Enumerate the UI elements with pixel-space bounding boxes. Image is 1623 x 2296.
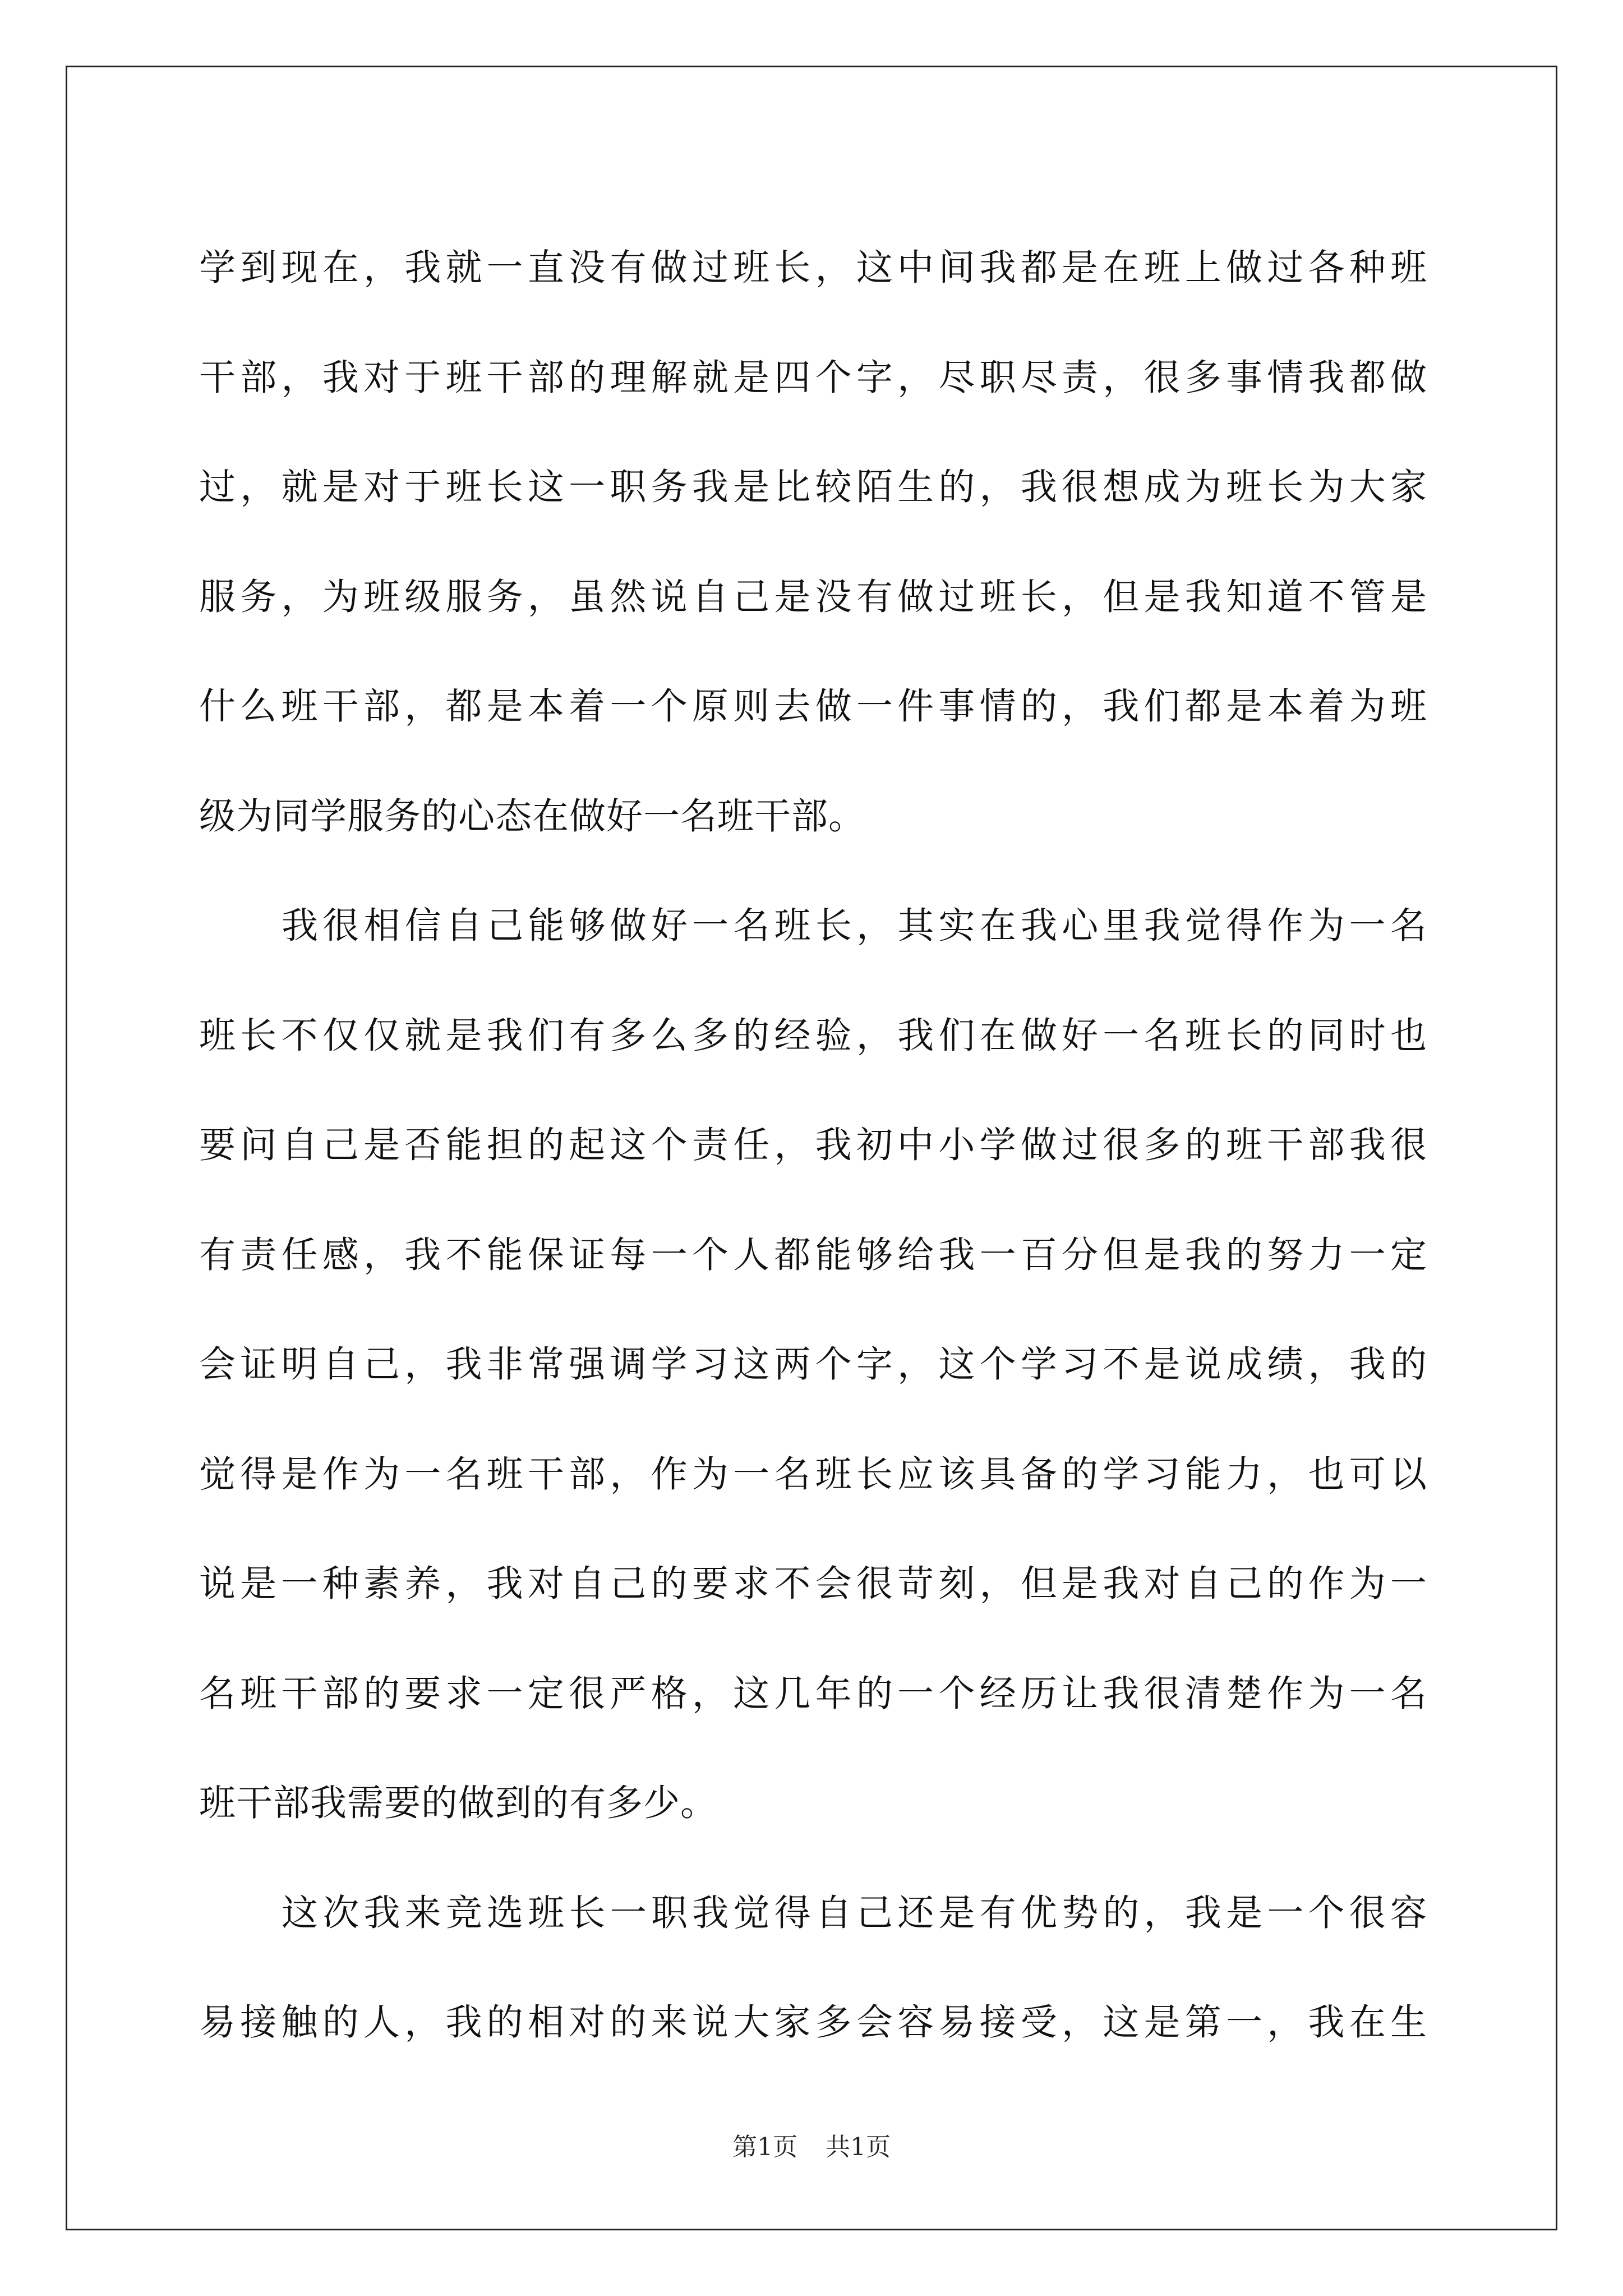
text-line: 学到现在，我就一直没有做过班长，这中间我都是在班上做过各种班 xyxy=(199,247,1427,289)
text-line: 有责任感，我不能保证每一个人都能够给我一百分但是我的努力一定 xyxy=(199,1234,1427,1276)
page-footer xyxy=(0,2131,1623,2164)
text-line: 觉得是作为一名班干部，作为一名班长应该具备的学习能力，也可以 xyxy=(199,1453,1427,1496)
text-line: 我很相信自己能够做好一名班长，其实在我心里我觉得作为一名 xyxy=(282,905,1427,947)
text-line: 易接触的人，我的相对的来说大家多会容易接受，这是第一，我在生 xyxy=(199,2001,1427,2044)
text-line: 说是一种素养，我对自己的要求不会很苛刻，但是我对自己的作为一 xyxy=(199,1563,1427,1605)
text-line: 班干部我需要的做到的有多少。 xyxy=(199,1782,718,1824)
text-line: 什么班干部，都是本着一个原则去做一件事情的，我们都是本着为班 xyxy=(199,685,1427,728)
text-line: 级为同学服务的心态在做好一名班干部。 xyxy=(199,795,866,838)
text-line: 服务，为班级服务，虽然说自己是没有做过班长，但是我知道不管是 xyxy=(199,576,1427,618)
paragraph xyxy=(199,1858,1427,2078)
document-body xyxy=(199,213,1427,2078)
text-line: 名班干部的要求一定很严格，这几年的一个经历让我很清楚作为一名 xyxy=(199,1672,1427,1715)
paragraph xyxy=(199,213,1427,871)
text-line: 会证明自己，我非常强调学习这两个字，这个学习不是说成绩，我的 xyxy=(199,1343,1427,1386)
text-line: 班长不仅仅就是我们有多么多的经验，我们在做好一名班长的同时也 xyxy=(199,1014,1427,1057)
text-line: 过，就是对于班长这一职务我是比较陌生的，我很想成为班长为大家 xyxy=(199,466,1427,508)
page-total: 共1页 xyxy=(826,2133,891,2161)
paragraph xyxy=(199,871,1427,1858)
text-line: 干部，我对于班干部的理解就是四个字，尽职尽责，很多事情我都做 xyxy=(199,356,1427,399)
page-number: 第1页 xyxy=(732,2133,797,2161)
text-line: 这次我来竞选班长一职我觉得自己还是有优势的，我是一个很容 xyxy=(282,1892,1427,1934)
text-line: 要问自己是否能担的起这个责任，我初中小学做过很多的班干部我很 xyxy=(199,1124,1427,1166)
